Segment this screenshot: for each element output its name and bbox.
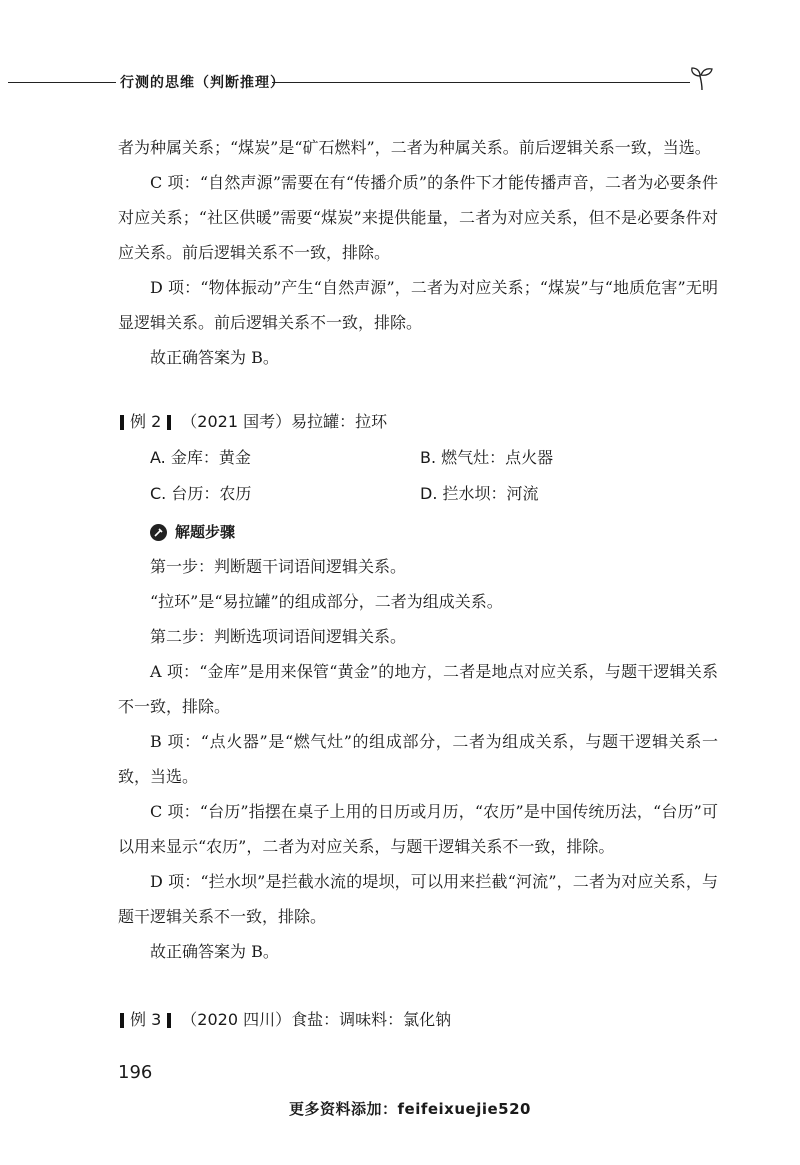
paragraph-continued: 者为种属关系；“煤炭”是“矿石燃料”，二者为种属关系。前后逻辑关系一致，当选。: [118, 138, 711, 157]
header-rule-left: [8, 82, 116, 83]
page-number: 196: [118, 1062, 153, 1083]
analysis-c: C 项：“台历”指摆在桌子上用的日历或月历，“农历”是中国传统历法，“台历”可以用来显示“农历”，二者为对应关系，与题干逻辑关系不一致，排除。: [118, 802, 718, 856]
step-1-detail: “拉环”是“易拉罐”的组成部分，二者为组成关系。: [150, 592, 503, 611]
sprout-icon: [688, 64, 716, 92]
header-rule-right: [272, 82, 690, 83]
analysis-b: B 项：“点火器”是“燃气灶”的组成部分，二者为组成关系，与题干逻辑关系一致，当选。: [118, 732, 718, 786]
running-header: [0, 62, 800, 102]
footer-note: 更多资料添加：feifeixuejie520: [289, 1100, 531, 1118]
answer-2: 故正确答案为 B。: [150, 942, 279, 961]
option-c: C. 台历：农历: [150, 484, 252, 503]
paragraph-option-c: C 项：“自然声源”需要在有“传播介质”的条件下才能传播声音，二者为必要条件对应关系；“社区供暖”需要“煤炭”来提供能量，二者为对应关系，但不是必要条件对应关系。前后逻辑关系不一致，排除。: [118, 173, 718, 262]
example-2-source: （2021 国考）: [181, 412, 292, 431]
example-2-options: [150, 441, 718, 511]
example-2-label: 例 2: [130, 412, 162, 431]
page-content: [118, 130, 718, 1035]
analysis-a: A 项：“金库”是用来保管“黄金”的地方，二者是地点对应关系，与题干逻辑关系不一致，排除。: [118, 662, 718, 716]
bar-right: [167, 1013, 171, 1028]
steps-heading: [150, 515, 718, 549]
analysis-d: D 项：“拦水坝”是拦截水流的堤坝，可以用来拦截“河流”，二者为对应关系，与题干逻辑关系不一致，排除。: [118, 872, 718, 926]
bar-left: [120, 415, 124, 430]
example-3-heading: [118, 1005, 718, 1035]
step-1: 第一步：判断题干词语间逻辑关系。: [150, 557, 407, 576]
paragraph-answer: 故正确答案为 B。: [150, 348, 279, 367]
bar-left: [120, 1013, 124, 1028]
header-title: 行测的思维（判断推理）: [120, 75, 285, 91]
example-2-question: 易拉罐：拉环: [291, 412, 388, 431]
example-3-label: 例 3: [130, 1010, 162, 1029]
option-b: B. 燃气灶：点火器: [420, 448, 554, 467]
option-a: A. 金库：黄金: [150, 448, 251, 467]
step-2: 第二步：判断选项词语间逻辑关系。: [150, 627, 407, 646]
option-d: D. 拦水坝：河流: [420, 484, 539, 503]
paragraph-option-d: D 项：“物体振动”产生“自然声源”，二者为对应关系；“煤炭”与“地质危害”无明显逻辑关系。前后逻辑关系不一致，排除。: [118, 278, 718, 332]
example-2-heading: [118, 407, 718, 437]
example-3-source: （2020 四川）: [181, 1010, 292, 1029]
bar-right: [167, 415, 171, 430]
example-3-question: 食盐：调味料：氯化钠: [291, 1010, 452, 1029]
steps-title: 解题步骤: [175, 523, 236, 541]
steps-icon: [150, 524, 167, 541]
